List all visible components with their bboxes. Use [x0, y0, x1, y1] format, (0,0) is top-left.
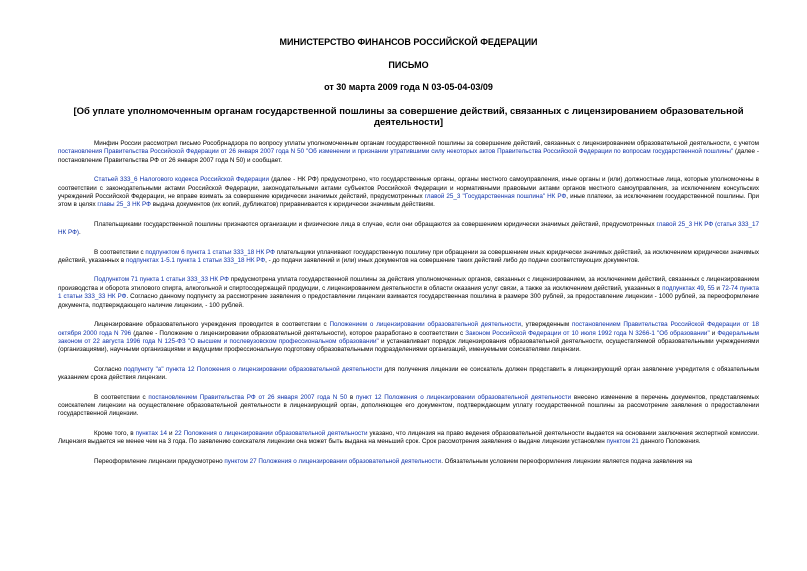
- paragraph-text: , утвержденным: [521, 321, 572, 329]
- document-link[interactable]: подпунктах 49: [662, 284, 704, 292]
- document-link[interactable]: главы 25_3 НК РФ: [97, 201, 151, 209]
- document-link[interactable]: 55: [707, 284, 715, 292]
- document-link[interactable]: 22 Положения о лицензировании образовательной деятельности: [174, 429, 368, 437]
- paragraph: [58, 430, 759, 447]
- document-link[interactable]: подпунктом 6 пункта 1 статьи 333_18 НК РФ: [145, 248, 275, 256]
- paragraph-text: и устанавливает порядок лицензирования образовательной деятельности, осуществляемой образовательными учреждениями (организациями), научными организациями и ведущими профессиональную подготовку образовательными подразделениями организаций, именуемыми соискателями лицензии.: [58, 337, 759, 354]
- paragraph-text: В соответствии с: [94, 248, 146, 256]
- paragraph-text: плательщики уплачивают государственную пошлину при обращении за совершением иных юридически значимых действий, за исключением юридически значимых действий, указанных в: [58, 248, 759, 265]
- paragraph-text: .: [78, 229, 81, 237]
- paragraph-text: ,: [703, 284, 708, 292]
- document-link[interactable]: пунктом 21: [606, 438, 639, 446]
- paragraph-text: Переоформление лицензии предусмотрено: [94, 457, 225, 465]
- document-link[interactable]: 72-74 пункта 1 статьи 333_33 НК РФ: [58, 284, 760, 301]
- document-date: от 30 марта 2009 года N 03-05-04-03/09: [324, 82, 493, 92]
- paragraph-text: . Согласно данному подпункту за рассмотрение заявления о предоставлении лицензии взимается государственная пошлина в размере 300 рублей, за предоставление лицензии - 1000 рублей, за переоформление документа, подтверждающего наличие лицензии, - 100 рублей.: [58, 293, 759, 309]
- document-link[interactable]: постановлением Правительства РФ от 26 января 2007 года N 50: [148, 393, 348, 401]
- document-link[interactable]: пунктах 14: [135, 429, 167, 437]
- document-link[interactable]: Статьей 333_6 Налогового кодекса Российской Федерации: [94, 176, 269, 184]
- paragraph-text: , иные платежи, за исключением государственной пошлины. При этом в целях: [58, 193, 759, 209]
- paragraph: [58, 140, 759, 165]
- paragraph-text: Плательщиками государственной пошлины признаются организации и физические лица в случае, если они обращаются за совершением юридически значимых действий, предусмотренных: [94, 220, 657, 228]
- paragraph-text: предусмотрена уплата государственной пошлины за действия уполномоченных органов, связанных с лицензированием, за исключением действий, связанных с лицензированием производства и оборота этилового спирта, алкогольной и спиртосодержащей продукции, с лицензированием деятельности в области оказания услуг связи, а также за исключением действий, указанных в: [58, 276, 759, 292]
- document-link[interactable]: пунктом 27 Положения о лицензировании образовательной деятельности: [224, 457, 442, 465]
- document-link[interactable]: подпункту "а" пункта 12 Положения о лицензировании образовательной деятельности: [123, 365, 383, 373]
- document-link[interactable]: постановлением Правительства Российской Федерации от 18 октября 2000 года N 796: [58, 321, 759, 337]
- document-link[interactable]: пункт 12 Положения о лицензировании образовательной деятельности: [355, 393, 572, 401]
- document-link[interactable]: Положением о лицензировании образовательной деятельности: [329, 321, 522, 329]
- paragraph: [58, 221, 759, 238]
- paragraph-text: Лицензирование образовательного учреждения проводится в соответствии с: [94, 321, 330, 329]
- paragraph-text: Согласно: [94, 365, 124, 373]
- paragraph-text: и: [167, 429, 175, 437]
- paragraph-text: В соответствии с: [94, 393, 149, 401]
- paragraph-text: данного Положения.: [638, 438, 701, 446]
- document-link[interactable]: главой 25_3 НК РФ (статья 333_17 НК РФ): [58, 220, 760, 237]
- document-body: [58, 128, 759, 466]
- paragraph: [58, 366, 759, 383]
- paragraph-text: (далее - НК РФ) предусмотрено, что государственные органы, органы местного самоуправления, иные органы и (или) должностные лица, которые уполномочены в соответствии с законодательными актами Российской Федерации, законодательными актами субъектов Российской Федерации и нормативными правовыми актами органов местного самоуправления, за исключением консульских учреждений Российской Федерации, не вправе взимать за совершение юридически значимых действий, предусмотренных: [58, 176, 760, 201]
- paragraph-text: . Обязательным условием переоформления лицензии является подача заявления на: [441, 457, 693, 465]
- paragraph: [58, 394, 759, 419]
- paragraph-text: выдача документов (их копий, дубликатов) приравнивается к юридически значимым действиям.: [150, 201, 435, 209]
- paragraph-text: (далее - постановление Правительства РФ от 26 января 2007 года N 50) и сообщает.: [58, 148, 759, 164]
- paragraph: [58, 458, 759, 466]
- paragraph: [58, 321, 759, 355]
- issuer-heading: МИНИСТЕРСТВО ФИНАНСОВ РОССИЙСКОЙ ФЕДЕРАЦИИ: [279, 37, 538, 47]
- paragraph-text: (далее - Положение о лицензировании образовательной деятельности), которое разработано в соответствии с: [131, 329, 466, 337]
- paragraph-text: и: [709, 329, 718, 337]
- document-link[interactable]: подпунктах 1-5.1 пункта 1 статьи 333_18 НК РФ: [125, 257, 266, 265]
- document-link[interactable]: постановления Правительства Российской Федерации от 26 января 2007 года N 50 "Об изменении и признании утратившими силу некоторых актов Правительства Российской Федерации по вопросам государственной пошлины": [58, 148, 734, 156]
- paragraph: [58, 249, 759, 266]
- paragraph-text: и: [714, 284, 722, 292]
- paragraph-text: в: [347, 393, 356, 401]
- paragraph-text: внесено изменение в перечень документов, представляемых соискателем лицензии на осуществление образовательной деятельности в лицензирующий орган, дополняющее его документом, подтверждающим уплату государственной пошлины за рассмотрение заявления о предоставлении государственной лицензии.: [58, 393, 759, 418]
- paragraph-text: Минфин России рассмотрел письмо Рособрнадзора по вопросу уплаты уполномоченным органам государственной пошлины за совершение действий, связанных с лицензированием образовательной деятельности, с учетом: [94, 140, 759, 147]
- paragraph-text: , - до подачи заявлений и (или) иных документов на совершение таких действий либо до подачи соответствующих документов.: [265, 257, 640, 265]
- paragraph-text: Кроме того, в: [94, 429, 136, 437]
- document-link[interactable]: Законом Российской Федерации от 10 июля 1992 года N 3266-1 "Об образовании": [465, 329, 710, 337]
- document-link[interactable]: главой 25_3 "Государственная пошлина" НК РФ: [424, 193, 567, 201]
- document-title: [Об уплате уполномоченным органам государственной пошлины за совершение действий, связанных с лицензированием образовательной деятельности]: [73, 106, 744, 128]
- document-link[interactable]: Подпунктом 71 пункта 1 статьи 333_33 НК РФ: [94, 276, 229, 284]
- document-link[interactable]: Федеральным законом от 22 августа 1996 года N 125-ФЗ "О высшем и послевузовском профессиональном образовании": [58, 329, 759, 345]
- paragraph-text: для получения лицензии ее соискатель должен представить в лицензирующий орган заявление учредителя с обязательным указанием срока действия лицензии.: [58, 365, 759, 382]
- document-type: ПИСЬМО: [388, 60, 429, 70]
- paragraph: [58, 176, 759, 210]
- paragraph: [58, 276, 759, 310]
- paragraph-text: указано, что лицензия на право ведения образовательной деятельности выдается на основании заключения экспертной комиссии. Лицензия выдается не менее чем на 3 года. По заявлению соискателя лицензии она может быть выдана на меньший срок. Срок рассмотрения заявления о выдаче лицензии установлен: [58, 429, 759, 446]
